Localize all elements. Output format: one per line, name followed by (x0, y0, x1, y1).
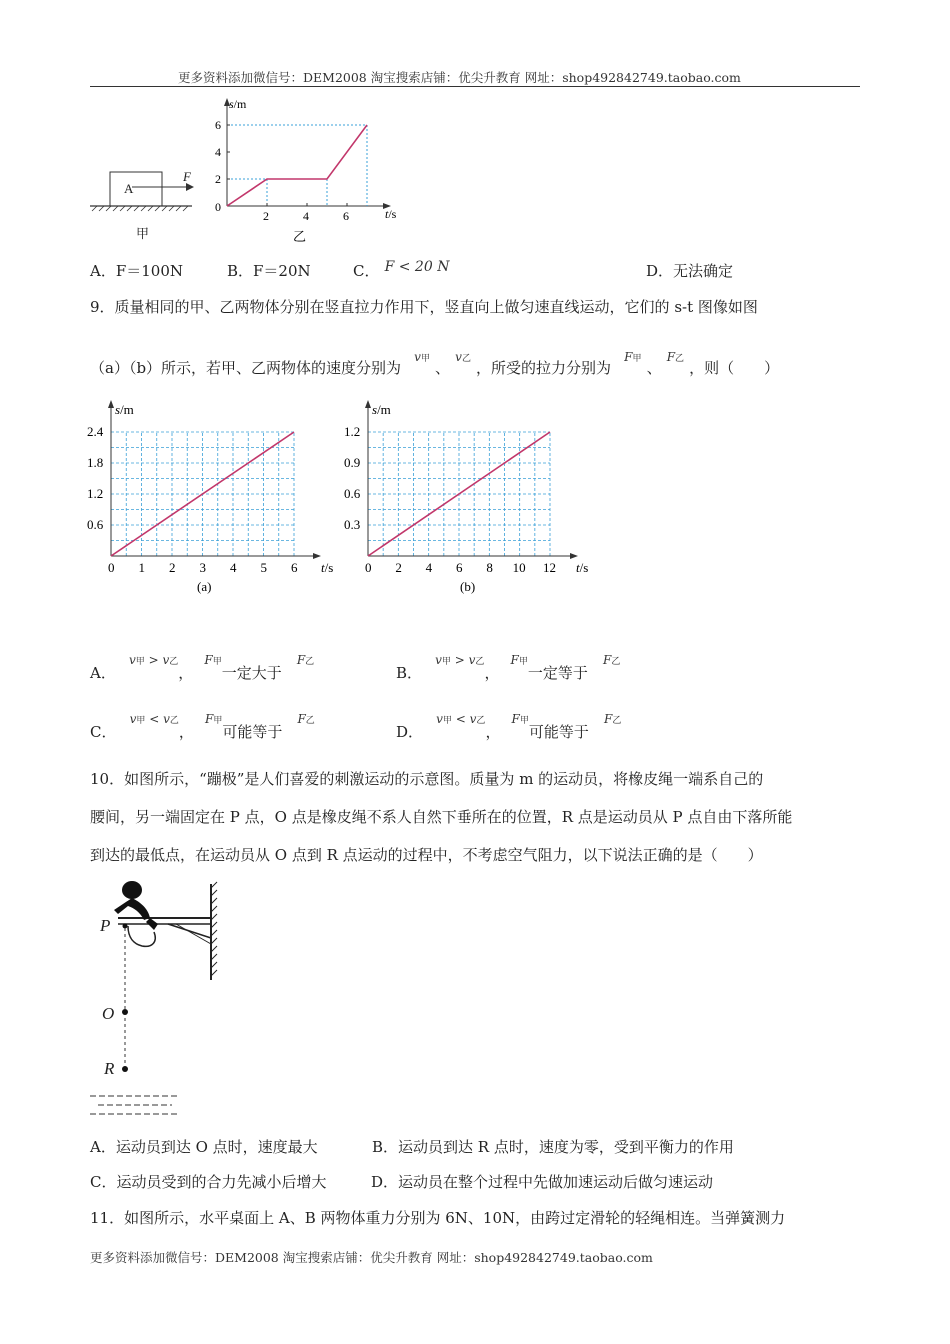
q8-option-c-label: C． (353, 262, 380, 280)
x-tick-label: 5 (260, 560, 267, 575)
y-axis-label: s/m (372, 402, 391, 417)
point-r (122, 1066, 128, 1072)
y-tick-label: 2.4 (87, 424, 104, 439)
figure-jia (88, 162, 208, 242)
y-tick-label: 1.2 (344, 424, 361, 439)
page-footer: 更多资料添加微信号：DEM2008 淘宝搜索店铺：优尖升教育 网址：shop492842749.taobao.com (90, 1250, 653, 1265)
q8-option-d[interactable]: D．无法确定 (646, 262, 734, 280)
q10-option-b[interactable]: B．运动员到达 R 点时，速度为零，受到平衡力的作用 (372, 1138, 734, 1156)
y-tick-label: 2 (215, 172, 221, 186)
page-header: 更多资料添加微信号：DEM2008 淘宝搜索店铺：优尖升教育 网址：shop492842749.taobao.com (178, 70, 741, 85)
origin-label: 0 (215, 200, 221, 214)
y-tick-label: 0.9 (344, 455, 361, 470)
q10-option-c[interactable]: C．运动员受到的合力先减小后增大 (90, 1173, 327, 1191)
y-tick-label: 0.6 (344, 486, 361, 501)
caption-jia: 甲 (136, 226, 150, 241)
chart-q9-a (85, 398, 340, 600)
caption-b: (b) (460, 579, 476, 594)
q11-stem-line1: 11．如图所示，水平桌面上 A、B 两物体重力分别为 6N、10N，由跨过定滑轮的轻绳相连。当弹簧测力 (90, 1209, 786, 1227)
q10-stem-line2: 腰间，另一端固定在 P 点，O 点是橡皮绳不系人自然下垂所在的位置，R 点是运动员从 P 点自由下落所能 (90, 808, 793, 826)
q9-option-b[interactable]: B． v甲 > v乙， F甲一定等于 F乙 (396, 653, 621, 682)
point-p (123, 924, 128, 929)
f-jia-symbol: F甲 (624, 350, 642, 364)
x-tick-label: 4 (303, 209, 309, 223)
block-a (110, 172, 162, 206)
y-axis-label: s/m (115, 402, 134, 417)
x-tick-label: 1 (138, 560, 145, 575)
q10-stem-line1: 10．如图所示，“蹦极”是人们喜爱的刺激运动的示意图。质量为 m 的运动员，将橡皮绳一端系自己的 (90, 770, 764, 788)
x-tick-label: 3 (199, 560, 206, 575)
series-line (227, 125, 367, 206)
q10-option-d[interactable]: D．运动员在整个过程中先做加速运动后做匀速运动 (371, 1173, 714, 1191)
header-rule (90, 86, 860, 87)
x-tick-label: 6 (343, 209, 349, 223)
q10-option-a[interactable]: A．运动员到达 O 点时，速度最大 (90, 1138, 318, 1156)
ground-hatch (92, 206, 188, 211)
x-tick-label: 4 (425, 560, 433, 575)
x-tick-label: 8 (486, 560, 493, 575)
x-tick-label: 4 (230, 560, 237, 575)
x-tick-label: 6 (456, 560, 463, 575)
chart-q8-yi (205, 96, 405, 244)
block-label: A (124, 181, 134, 196)
y-tick-label: 6 (215, 118, 221, 132)
caption-a: (a) (197, 579, 212, 594)
f-yi-symbol: F乙 (666, 350, 685, 364)
y-axis-arrow (365, 400, 371, 408)
x-tick-label: 10 (512, 560, 526, 575)
q8-option-a[interactable]: A．F＝100N (90, 262, 183, 280)
x-axis-arrow (570, 553, 578, 559)
y-tick-label: 4 (215, 145, 221, 159)
y-axis-label: s/m (229, 97, 247, 111)
q8-option-c[interactable] (353, 255, 450, 280)
q9-stem-line1: 9．质量相同的甲、乙两物体分别在竖直拉力作用下，竖直向上做匀速直线运动，它们的 s-t 图像如图 (90, 298, 758, 316)
v-jia-symbol: v甲 (414, 350, 430, 364)
x-tick-label: 2 (169, 560, 176, 575)
point-o (122, 1009, 128, 1015)
x-tick-label: 0 (365, 560, 372, 575)
x-axis-label: t/s (321, 560, 334, 575)
force-arrowhead (186, 183, 194, 191)
point-o-label: O (102, 1004, 115, 1023)
x-axis-label: t/s (385, 207, 397, 221)
bungee-figure (88, 874, 228, 1124)
x-tick-label: 6 (291, 560, 298, 575)
chart-q9-b (340, 398, 600, 600)
x-tick-label: 2 (263, 209, 269, 223)
x-axis-label: t/s (576, 560, 589, 575)
y-tick-label: 1.8 (87, 455, 104, 470)
x-axis-arrow (313, 553, 321, 559)
q8-option-c-math: F < 20 N (384, 259, 450, 275)
ground-lines (90, 1096, 180, 1114)
v-yi-symbol: v乙 (455, 350, 471, 364)
x-tick-label: 12 (543, 560, 556, 575)
force-label: F (183, 169, 191, 184)
caption-yi: 乙 (293, 229, 307, 244)
q9-option-a[interactable]: A． v甲 > v乙， F甲一定大于 F乙 (90, 653, 315, 682)
y-tick-label: 0.6 (87, 517, 104, 532)
y-tick-label: 0.3 (344, 517, 361, 532)
point-r-label: R (104, 1059, 115, 1078)
q10-stem-line3: 到达的最低点，在运动员从 O 点到 R 点运动的过程中，不考虑空气阻力，以下说法正确的是（ ） (90, 846, 763, 864)
x-tick-label: 2 (395, 560, 402, 575)
jumper-icon (114, 881, 158, 946)
y-axis-arrow (108, 400, 114, 408)
point-p-label: P (100, 916, 111, 935)
x-tick-label: 0 (108, 560, 115, 575)
q9-option-d[interactable]: D． v甲 < v乙， F甲可能等于 F乙 (396, 712, 622, 741)
q8-option-b[interactable]: B．F＝20N (227, 262, 311, 280)
q9-stem-line2: （a）（b）所示，若甲、乙两物体的速度分别为 v甲 、 v乙 ，所受的拉力分别为 F甲 、 F乙 ，则（ ） (90, 350, 780, 377)
y-tick-label: 1.2 (87, 486, 104, 501)
q9-option-c[interactable]: C． v甲 < v乙， F甲可能等于 F乙 (90, 712, 315, 741)
